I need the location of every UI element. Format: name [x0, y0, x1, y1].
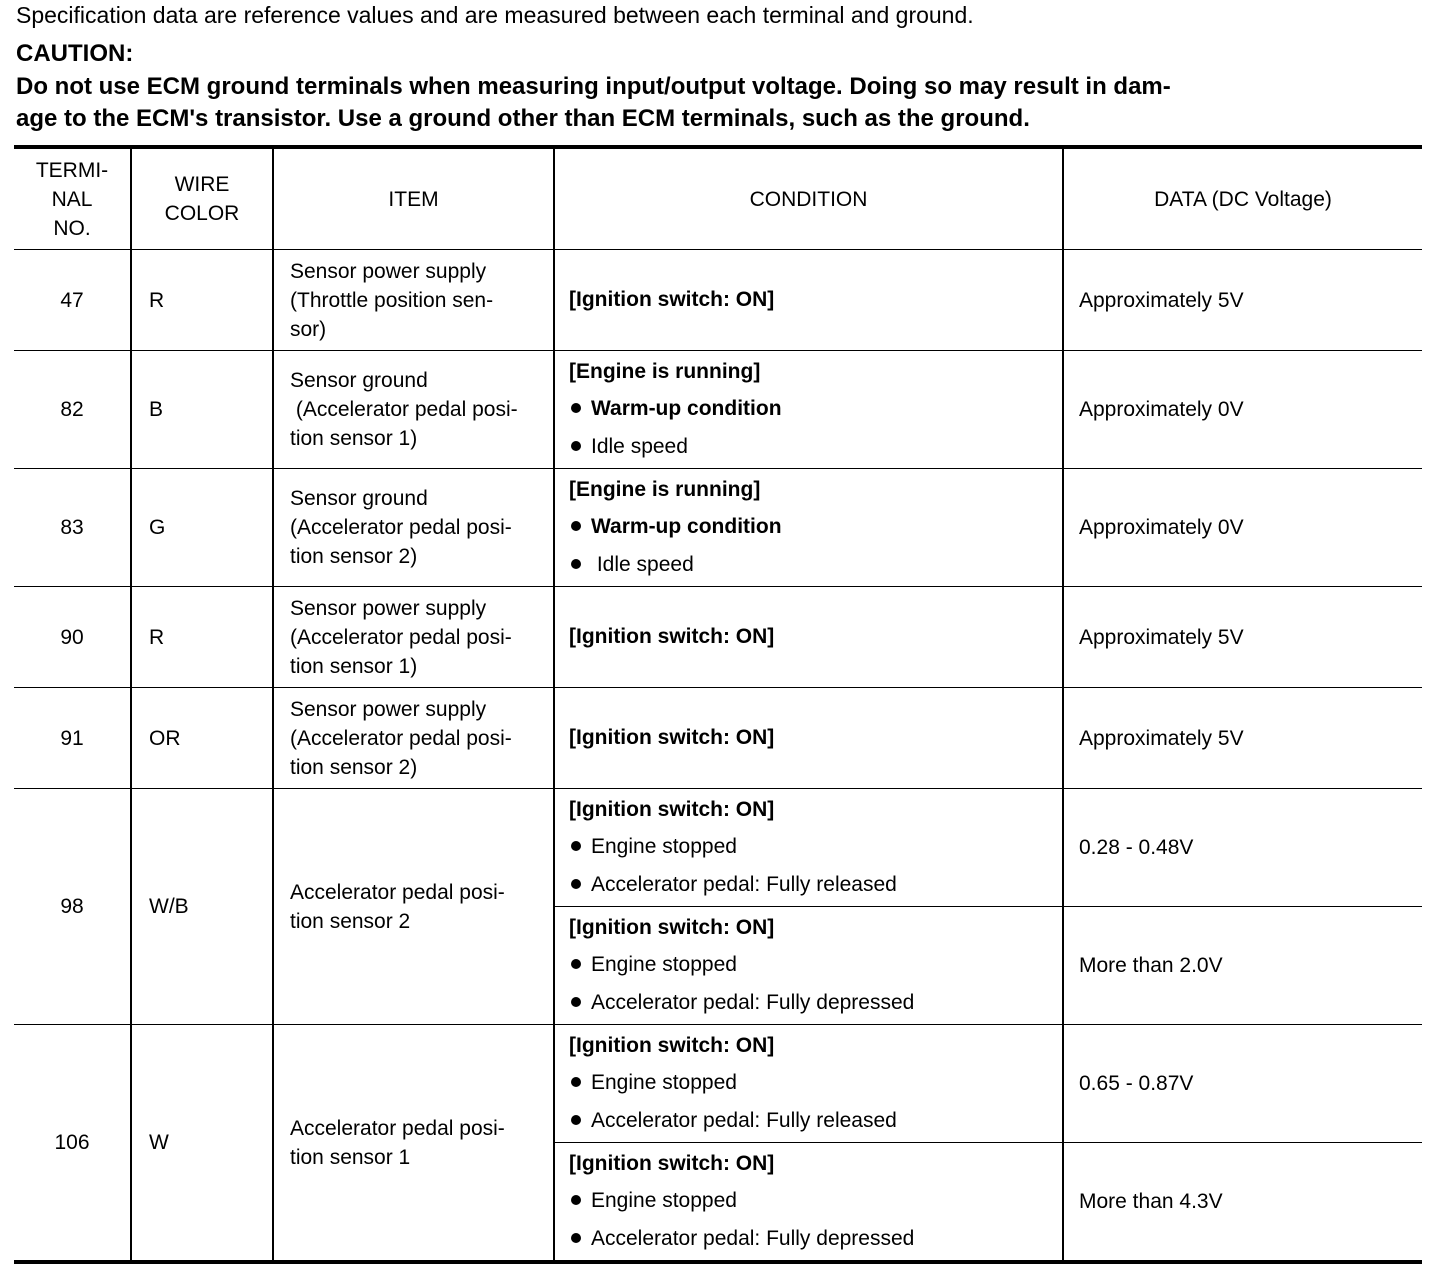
- bullet-text: Idle speed: [591, 552, 694, 576]
- item-line: (Accelerator pedal posi-: [290, 516, 512, 539]
- condition-cell: [554, 907, 1063, 1025]
- bullet-dot-icon: [571, 1233, 581, 1243]
- bullet-dot-icon: [571, 997, 581, 1007]
- table-row: [14, 1025, 1422, 1143]
- data-value: More than 2.0V: [1063, 907, 1422, 1025]
- bullet-text: Engine stopped: [591, 1070, 737, 1094]
- condition-cell: [554, 1143, 1063, 1263]
- terminal-number: 90: [14, 587, 131, 688]
- condition-heading: [Ignition switch: ON]: [569, 1151, 775, 1175]
- item-description: [273, 1025, 554, 1263]
- item-line: Sensor ground: [290, 369, 428, 392]
- item-line: sor): [290, 317, 327, 341]
- item-line: (Accelerator pedal posi-: [290, 625, 512, 649]
- condition-heading: [Ignition switch: ON]: [569, 1033, 775, 1057]
- condition-bullet: [569, 1064, 1062, 1102]
- condition-bullet: [569, 428, 1062, 466]
- bullet-dot-icon: [571, 441, 581, 451]
- item-line: (Throttle position sen-: [290, 288, 494, 312]
- item-line: (Accelerator pedal posi-: [290, 726, 512, 750]
- terminal-number: 82: [14, 351, 131, 469]
- header-wire-line: COLOR: [164, 202, 240, 225]
- caution-text: [16, 71, 1426, 135]
- condition-heading: [Engine is running]: [569, 359, 761, 383]
- condition-bullet: [569, 546, 1062, 584]
- bullet-text: Warm-up condition: [591, 514, 782, 538]
- item-line: Sensor ground: [290, 487, 428, 510]
- data-value: Approximately 5V: [1063, 587, 1422, 688]
- bullet-text: Warm-up condition: [591, 396, 782, 420]
- item-description: [273, 469, 554, 587]
- table-row: [14, 789, 1422, 907]
- header-data: DATA (DC Voltage): [1063, 147, 1422, 250]
- condition-bullet: [569, 828, 1062, 866]
- table-row: [14, 351, 1422, 469]
- condition-cell: [554, 1025, 1063, 1143]
- caution-heading: CAUTION:: [16, 40, 134, 67]
- condition-heading: [Engine is running]: [569, 477, 761, 501]
- item-line: tion sensor 2): [290, 545, 418, 568]
- terminal-number: 83: [14, 469, 131, 587]
- terminal-number: 106: [14, 1025, 131, 1263]
- bullet-text: Engine stopped: [591, 1188, 737, 1212]
- item-description: [273, 587, 554, 688]
- header-terminal-line: NAL: [51, 187, 93, 211]
- item-line: Sensor power supply: [290, 697, 487, 721]
- wire-color: R: [131, 250, 273, 351]
- condition-bullet: [569, 390, 1062, 428]
- table-row: [14, 469, 1422, 587]
- item-line: Accelerator pedal posi-: [290, 1116, 505, 1140]
- bullet-text: Accelerator pedal: Fully depressed: [591, 1226, 915, 1250]
- terminal-number: 98: [14, 789, 131, 1025]
- data-value: Approximately 0V: [1063, 351, 1422, 469]
- table-row: [14, 587, 1422, 688]
- bullet-text: Engine stopped: [591, 834, 737, 858]
- bullet-text: Idle speed: [591, 434, 688, 458]
- item-line: tion sensor 1): [290, 427, 418, 450]
- bullet-text: Accelerator pedal: Fully released: [591, 872, 897, 896]
- item-line: tion sensor 2): [290, 755, 418, 779]
- item-line: Sensor power supply: [290, 259, 487, 283]
- bullet-text: Accelerator pedal: Fully released: [591, 1108, 897, 1132]
- bullet-dot-icon: [571, 959, 581, 969]
- condition-cell: [554, 587, 1063, 688]
- item-line: Accelerator pedal posi-: [290, 880, 505, 904]
- wire-color: B: [131, 351, 273, 469]
- bullet-text: Engine stopped: [591, 952, 737, 976]
- item-description: [273, 351, 554, 469]
- condition-bullet: [569, 866, 1062, 904]
- terminal-spec-table: [14, 145, 1422, 1264]
- bullet-dot-icon: [571, 1077, 581, 1087]
- wire-color: W: [131, 1025, 273, 1263]
- caution-line-2: age to the ECM's transistor. Use a ground other than ECM terminals, such as the ground.: [16, 105, 1030, 132]
- data-value: Approximately 5V: [1063, 688, 1422, 789]
- header-terminal-no: [14, 147, 131, 250]
- condition-heading: [Ignition switch: ON]: [569, 288, 775, 311]
- bullet-dot-icon: [571, 403, 581, 413]
- condition-cell: [554, 688, 1063, 789]
- wire-color: G: [131, 469, 273, 587]
- bullet-text: Accelerator pedal: Fully depressed: [591, 990, 915, 1014]
- item-line: tion sensor 2: [290, 909, 411, 933]
- wire-color: OR: [131, 688, 273, 789]
- condition-cell: [554, 250, 1063, 351]
- condition-cell: [554, 789, 1063, 907]
- condition-heading: [Ignition switch: ON]: [569, 797, 775, 821]
- bullet-dot-icon: [571, 1195, 581, 1205]
- condition-heading: [Ignition switch: ON]: [569, 625, 775, 648]
- data-value: 0.65 - 0.87V: [1063, 1025, 1422, 1143]
- data-value: Approximately 0V: [1063, 469, 1422, 587]
- data-value: More than 4.3V: [1063, 1143, 1422, 1263]
- bullet-dot-icon: [571, 559, 581, 569]
- caution-line-1: Do not use ECM ground terminals when measuring input/output voltage. Doing so may result in dam-: [16, 73, 1171, 100]
- header-item: ITEM: [273, 147, 554, 250]
- item-description: [273, 688, 554, 789]
- item-description: [273, 250, 554, 351]
- terminal-number: 47: [14, 250, 131, 351]
- intro-text: Specification data are reference values and are measured between each terminal and ground.: [16, 2, 974, 28]
- condition-bullet: [569, 1220, 1062, 1258]
- header-wire-color: [131, 147, 273, 250]
- condition-cell: [554, 351, 1063, 469]
- condition-bullet: [569, 1102, 1062, 1140]
- header-terminal-line: NO.: [53, 216, 91, 240]
- terminal-number: 91: [14, 688, 131, 789]
- header-wire-line: WIRE: [174, 173, 230, 196]
- item-line: tion sensor 1: [290, 1145, 411, 1169]
- wire-color: W/B: [131, 789, 273, 1025]
- condition-bullet: [569, 508, 1062, 546]
- header-terminal-line: TERMI-: [35, 158, 109, 182]
- item-line: Sensor power supply: [290, 596, 487, 620]
- condition-heading: [Ignition switch: ON]: [569, 726, 775, 749]
- bullet-dot-icon: [571, 841, 581, 851]
- data-value: Approximately 5V: [1063, 250, 1422, 351]
- table-row: [14, 250, 1422, 351]
- condition-heading: [Ignition switch: ON]: [569, 915, 775, 939]
- header-condition: CONDITION: [554, 147, 1063, 250]
- condition-bullet: [569, 1182, 1062, 1220]
- table-row: [14, 688, 1422, 789]
- bullet-dot-icon: [571, 521, 581, 531]
- bullet-dot-icon: [571, 879, 581, 889]
- condition-bullet: [569, 946, 1062, 984]
- data-value: 0.28 - 0.48V: [1063, 789, 1422, 907]
- table-header-row: [14, 147, 1422, 250]
- item-line: tion sensor 1): [290, 654, 418, 678]
- condition-bullet: [569, 984, 1062, 1022]
- condition-cell: [554, 469, 1063, 587]
- item-description: [273, 789, 554, 1025]
- wire-color: R: [131, 587, 273, 688]
- bullet-dot-icon: [571, 1115, 581, 1125]
- item-line: (Accelerator pedal posi-: [290, 398, 518, 421]
